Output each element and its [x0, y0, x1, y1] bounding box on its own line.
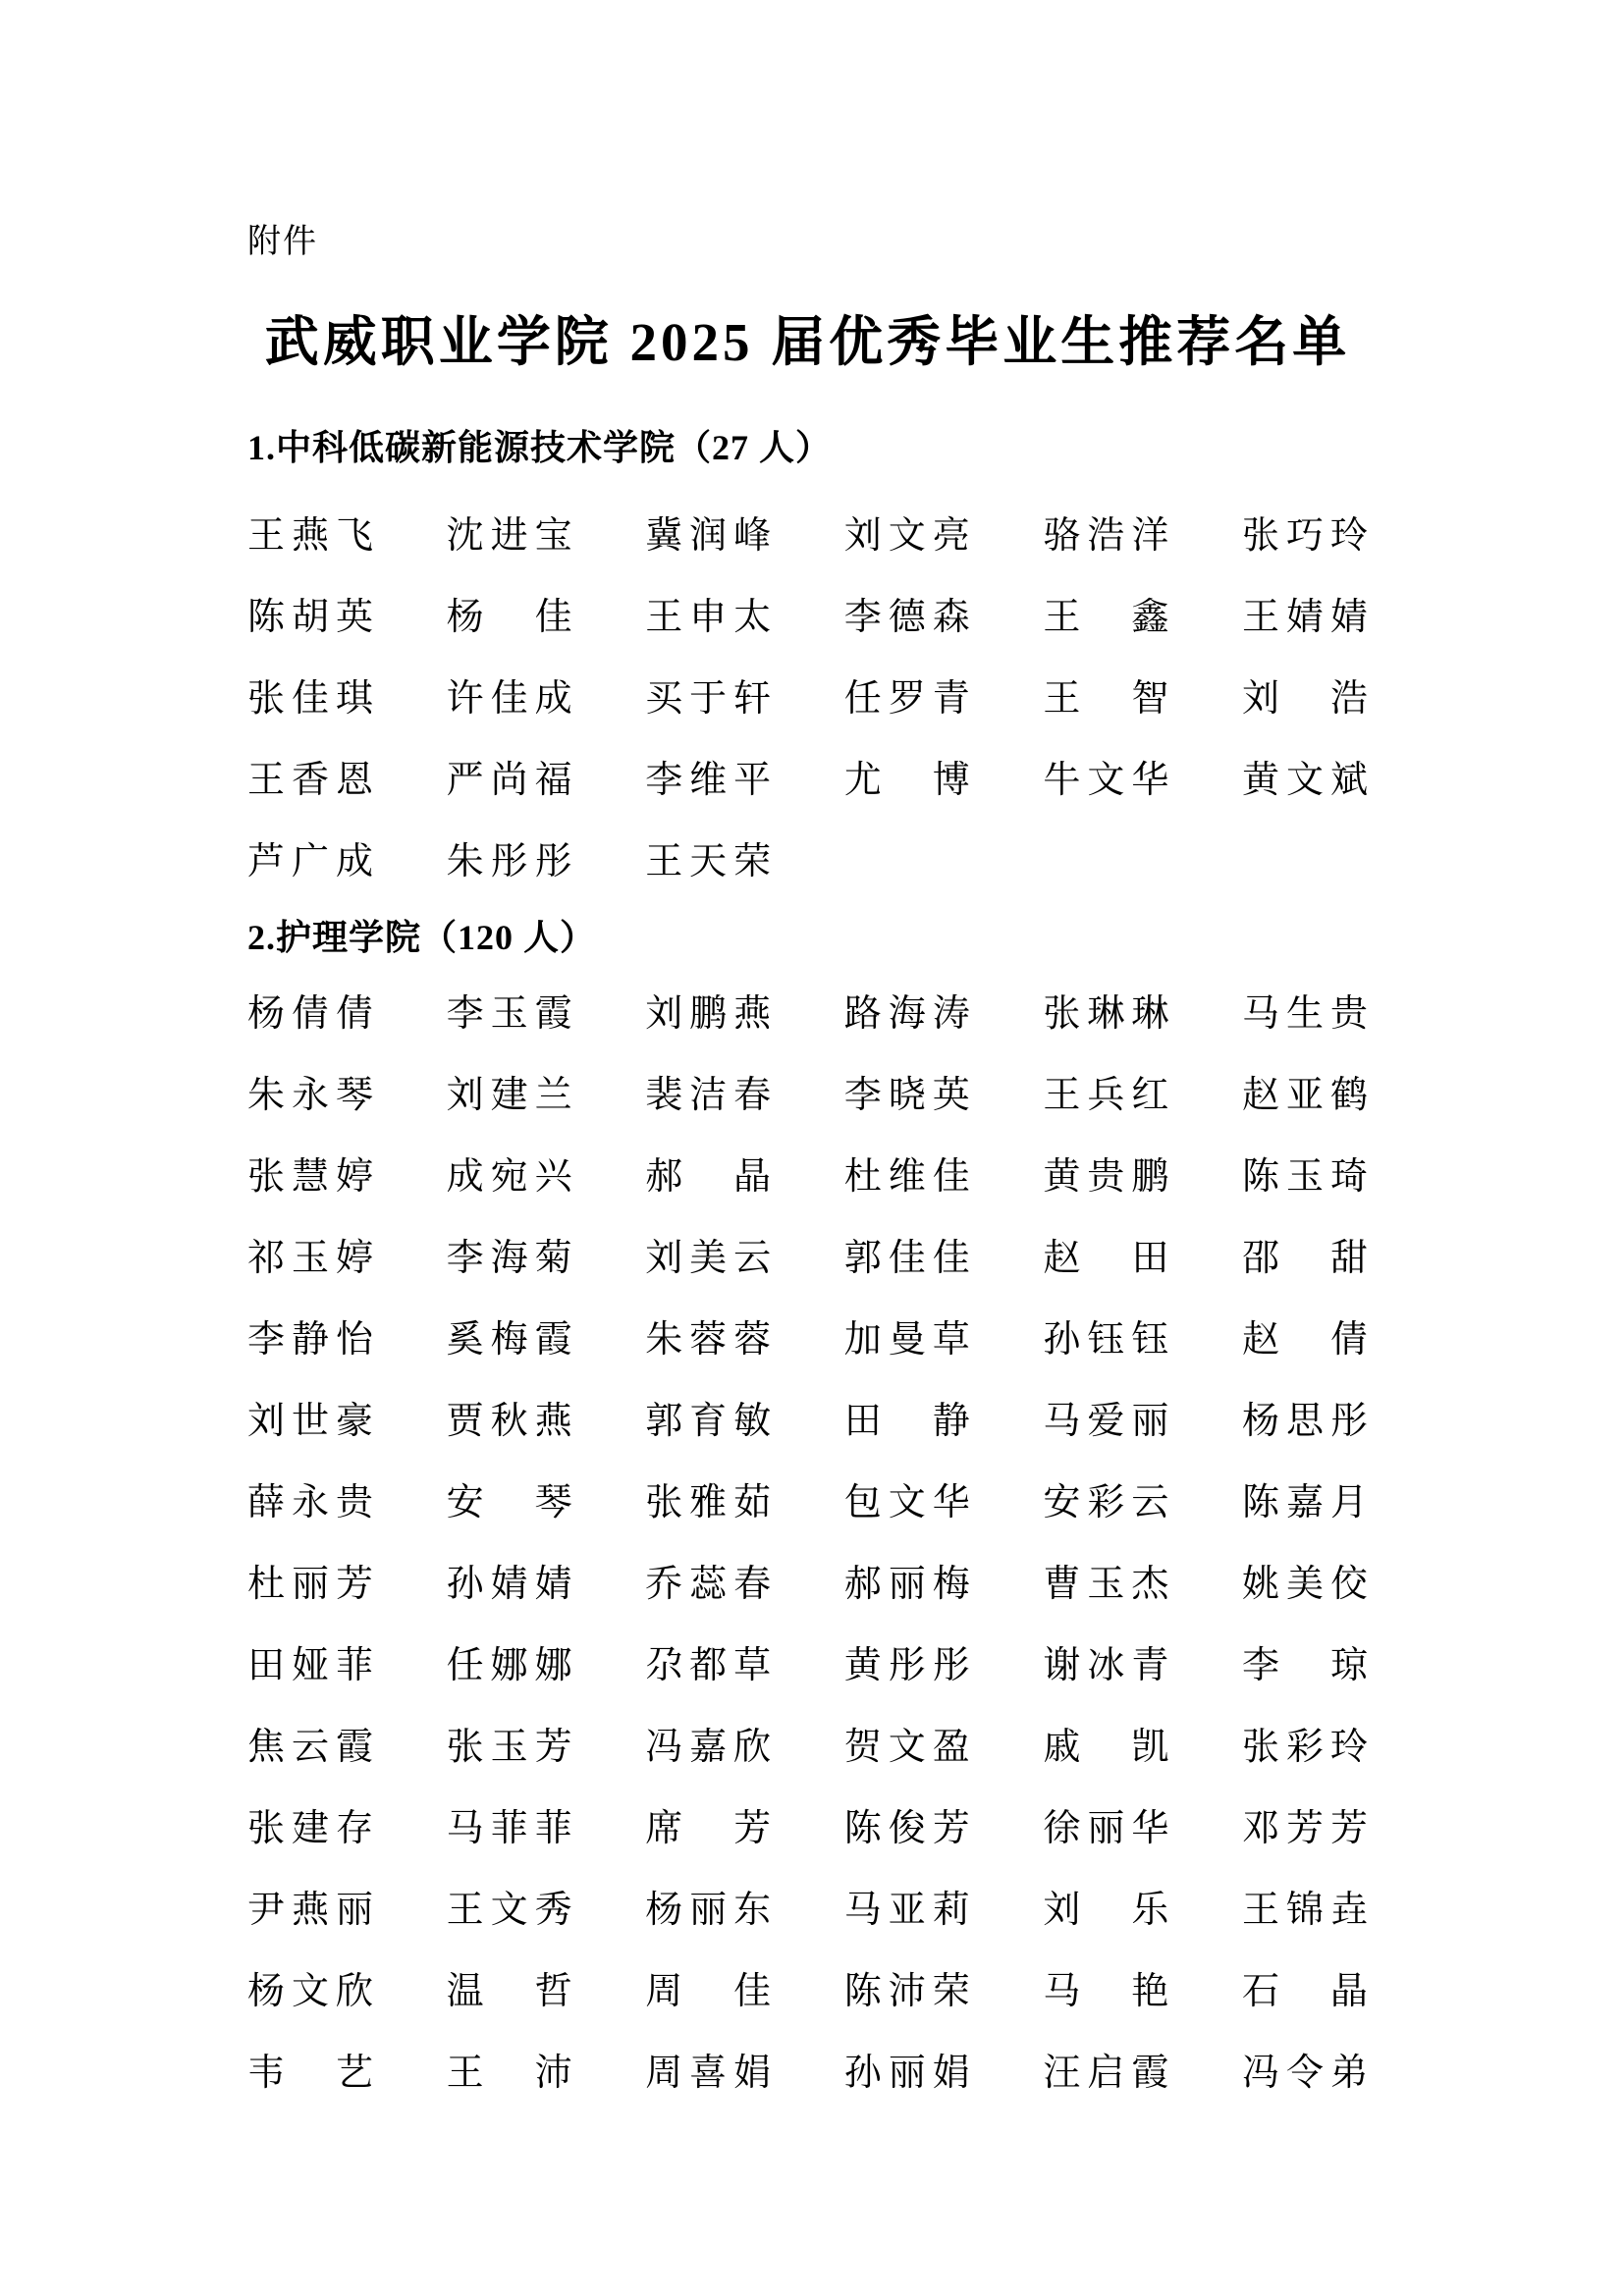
name-cell: 刘 浩 — [1241, 677, 1368, 720]
name-cell: 杨 倩 倩 — [247, 992, 373, 1035]
name-cell: 芦 广 成 — [247, 840, 373, 882]
name-cell: 祁 玉 婷 — [247, 1237, 373, 1279]
name-cell: 裴 洁 春 — [645, 1074, 772, 1116]
name-cell: 杨 佳 — [446, 596, 572, 638]
attachment-label: 附件 — [247, 223, 318, 260]
name-cell: 周 喜 娟 — [645, 2052, 772, 2094]
name-cell: 王 文 秀 — [446, 1889, 572, 1931]
name-cell: 王 锦 垚 — [1241, 1889, 1368, 1931]
name-cell: 陈 嘉 月 — [1241, 1481, 1368, 1523]
name-cell: 冀 润 峰 — [645, 514, 772, 557]
names-grid — [247, 495, 1368, 902]
document-content — [247, 0, 1368, 2113]
name-cell: 任 罗 青 — [843, 677, 970, 720]
name-cell: 包 文 华 — [843, 1481, 970, 1523]
name-cell: 田 静 — [843, 1400, 970, 1442]
name-cell: 刘 美 云 — [645, 1237, 772, 1279]
name-cell: 贺 文 盈 — [843, 1726, 970, 1768]
name-cell: 张 玉 芳 — [446, 1726, 572, 1768]
name-cell: 邓 芳 芳 — [1241, 1807, 1368, 1849]
name-cell: 张 琳 琳 — [1043, 992, 1169, 1035]
page-title: 武威职业学院 2025 届优秀毕业生推荐名单 — [264, 312, 1351, 372]
name-cell: 马 亚 莉 — [843, 1889, 970, 1931]
name-cell: 孙 钰 钰 — [1043, 1318, 1169, 1361]
name-cell: 汪 启 霞 — [1043, 2052, 1169, 2094]
section-heading: 2.护理学院（120 人） — [247, 918, 597, 957]
name-cell: 黄 贵 鹏 — [1043, 1155, 1169, 1198]
name-cell: 安 琴 — [446, 1481, 572, 1523]
name-cell: 牛 文 华 — [1043, 759, 1169, 801]
name-cell: 张 彩 玲 — [1241, 1726, 1368, 1768]
name-cell: 贾 秋 燕 — [446, 1400, 572, 1442]
name-cell: 路 海 涛 — [843, 992, 970, 1035]
name-cell: 严 尚 福 — [446, 759, 572, 801]
name-cell: 李 德 森 — [843, 596, 970, 638]
name-cell: 王 香 恩 — [247, 759, 373, 801]
name-cell: 冯 嘉 欣 — [645, 1726, 772, 1768]
name-cell: 李 玉 霞 — [446, 992, 572, 1035]
name-cell: 郝 晶 — [645, 1155, 772, 1198]
name-cell: 李 静 怡 — [247, 1318, 373, 1361]
name-cell: 杜 维 佳 — [843, 1155, 970, 1198]
name-cell: 陈 俊 芳 — [843, 1807, 970, 1849]
name-cell: 李 晓 英 — [843, 1074, 970, 1116]
name-cell: 王 燕 飞 — [247, 514, 373, 557]
name-cell: 马 爱 丽 — [1043, 1400, 1169, 1442]
name-cell: 杨 文 欣 — [247, 1970, 373, 2012]
name-cell: 陈 沛 荣 — [843, 1970, 970, 2012]
name-cell: 黄 文 斌 — [1241, 759, 1368, 801]
names-grid — [247, 973, 1368, 2113]
name-cell: 刘 鹏 燕 — [645, 992, 772, 1035]
name-cell: 朱 永 琴 — [247, 1074, 373, 1116]
name-cell: 王 智 — [1043, 677, 1169, 720]
name-cell: 马 生 贵 — [1241, 992, 1368, 1035]
name-cell: 孙 丽 娟 — [843, 2052, 970, 2094]
name-cell: 买 于 轩 — [645, 677, 772, 720]
name-cell: 刘 文 亮 — [843, 514, 970, 557]
name-cell: 张 佳 琪 — [247, 677, 373, 720]
name-cell: 张 慧 婷 — [247, 1155, 373, 1198]
name-cell: 邵 甜 — [1241, 1237, 1368, 1279]
name-cell: 曹 玉 杰 — [1043, 1563, 1169, 1605]
name-cell: 王 天 荣 — [645, 840, 772, 882]
name-cell: 赵 倩 — [1241, 1318, 1368, 1361]
name-cell: 刘 建 兰 — [446, 1074, 572, 1116]
name-cell: 骆 浩 洋 — [1043, 514, 1169, 557]
sections-container — [247, 428, 1368, 2113]
name-cell: 安 彩 云 — [1043, 1481, 1169, 1523]
name-cell: 尤 博 — [843, 759, 970, 801]
name-cell: 成 宛 兴 — [446, 1155, 572, 1198]
name-cell: 加 曼 草 — [843, 1318, 970, 1361]
name-cell: 王 婧 婧 — [1241, 596, 1368, 638]
name-cell: 戚 凯 — [1043, 1726, 1169, 1768]
name-cell: 尕 都 草 — [645, 1644, 772, 1686]
name-cell: 谢 冰 青 — [1043, 1644, 1169, 1686]
name-cell: 朱 彤 彤 — [446, 840, 572, 882]
name-cell: 薛 永 贵 — [247, 1481, 373, 1523]
name-cell: 孙 婧 婧 — [446, 1563, 572, 1605]
name-cell: 任 娜 娜 — [446, 1644, 572, 1686]
name-cell: 许 佳 成 — [446, 677, 572, 720]
name-cell: 杨 丽 东 — [645, 1889, 772, 1931]
name-cell: 陈 胡 英 — [247, 596, 373, 638]
name-cell: 张 雅 茹 — [645, 1481, 772, 1523]
name-cell: 郭 育 敏 — [645, 1400, 772, 1442]
name-cell: 郝 丽 梅 — [843, 1563, 970, 1605]
name-cell: 田 娅 菲 — [247, 1644, 373, 1686]
name-cell: 陈 玉 琦 — [1241, 1155, 1368, 1198]
name-cell: 王 沛 — [446, 2052, 572, 2094]
name-cell: 李 维 平 — [645, 759, 772, 801]
name-cell: 赵 田 — [1043, 1237, 1169, 1279]
name-cell: 李 海 菊 — [446, 1237, 572, 1279]
section-heading: 1.中科低碳新能源技术学院（27 人） — [247, 428, 833, 467]
name-cell: 刘 乐 — [1043, 1889, 1169, 1931]
name-cell: 杜 丽 芳 — [247, 1563, 373, 1605]
name-cell: 周 佳 — [645, 1970, 772, 2012]
name-cell: 席 芳 — [645, 1807, 772, 1849]
name-cell: 奚 梅 霞 — [446, 1318, 572, 1361]
name-cell: 张 巧 玲 — [1241, 514, 1368, 557]
name-cell: 沈 进 宝 — [446, 514, 572, 557]
name-cell: 朱 蓉 蓉 — [645, 1318, 772, 1361]
name-cell: 尹 燕 丽 — [247, 1889, 373, 1931]
name-cell: 王 兵 红 — [1043, 1074, 1169, 1116]
name-cell: 冯 令 弟 — [1241, 2052, 1368, 2094]
name-cell: 马 艳 — [1043, 1970, 1169, 2012]
name-cell: 刘 世 豪 — [247, 1400, 373, 1442]
name-cell: 温 哲 — [446, 1970, 572, 2012]
name-cell: 杨 思 彤 — [1241, 1400, 1368, 1442]
name-cell: 韦 艺 — [247, 2052, 373, 2094]
name-cell: 乔 蕊 春 — [645, 1563, 772, 1605]
name-cell: 焦 云 霞 — [247, 1726, 373, 1768]
name-cell: 郭 佳 佳 — [843, 1237, 970, 1279]
name-cell: 徐 丽 华 — [1043, 1807, 1169, 1849]
name-cell: 黄 彤 彤 — [843, 1644, 970, 1686]
name-cell: 张 建 存 — [247, 1807, 373, 1849]
name-cell: 姚 美 佼 — [1241, 1563, 1368, 1605]
name-cell: 王 申 太 — [645, 596, 772, 638]
name-cell: 李 琼 — [1241, 1644, 1368, 1686]
name-cell: 赵 亚 鹤 — [1241, 1074, 1368, 1116]
name-cell: 马 菲 菲 — [446, 1807, 572, 1849]
name-cell: 石 晶 — [1241, 1970, 1368, 2012]
name-cell: 王 鑫 — [1043, 596, 1169, 638]
